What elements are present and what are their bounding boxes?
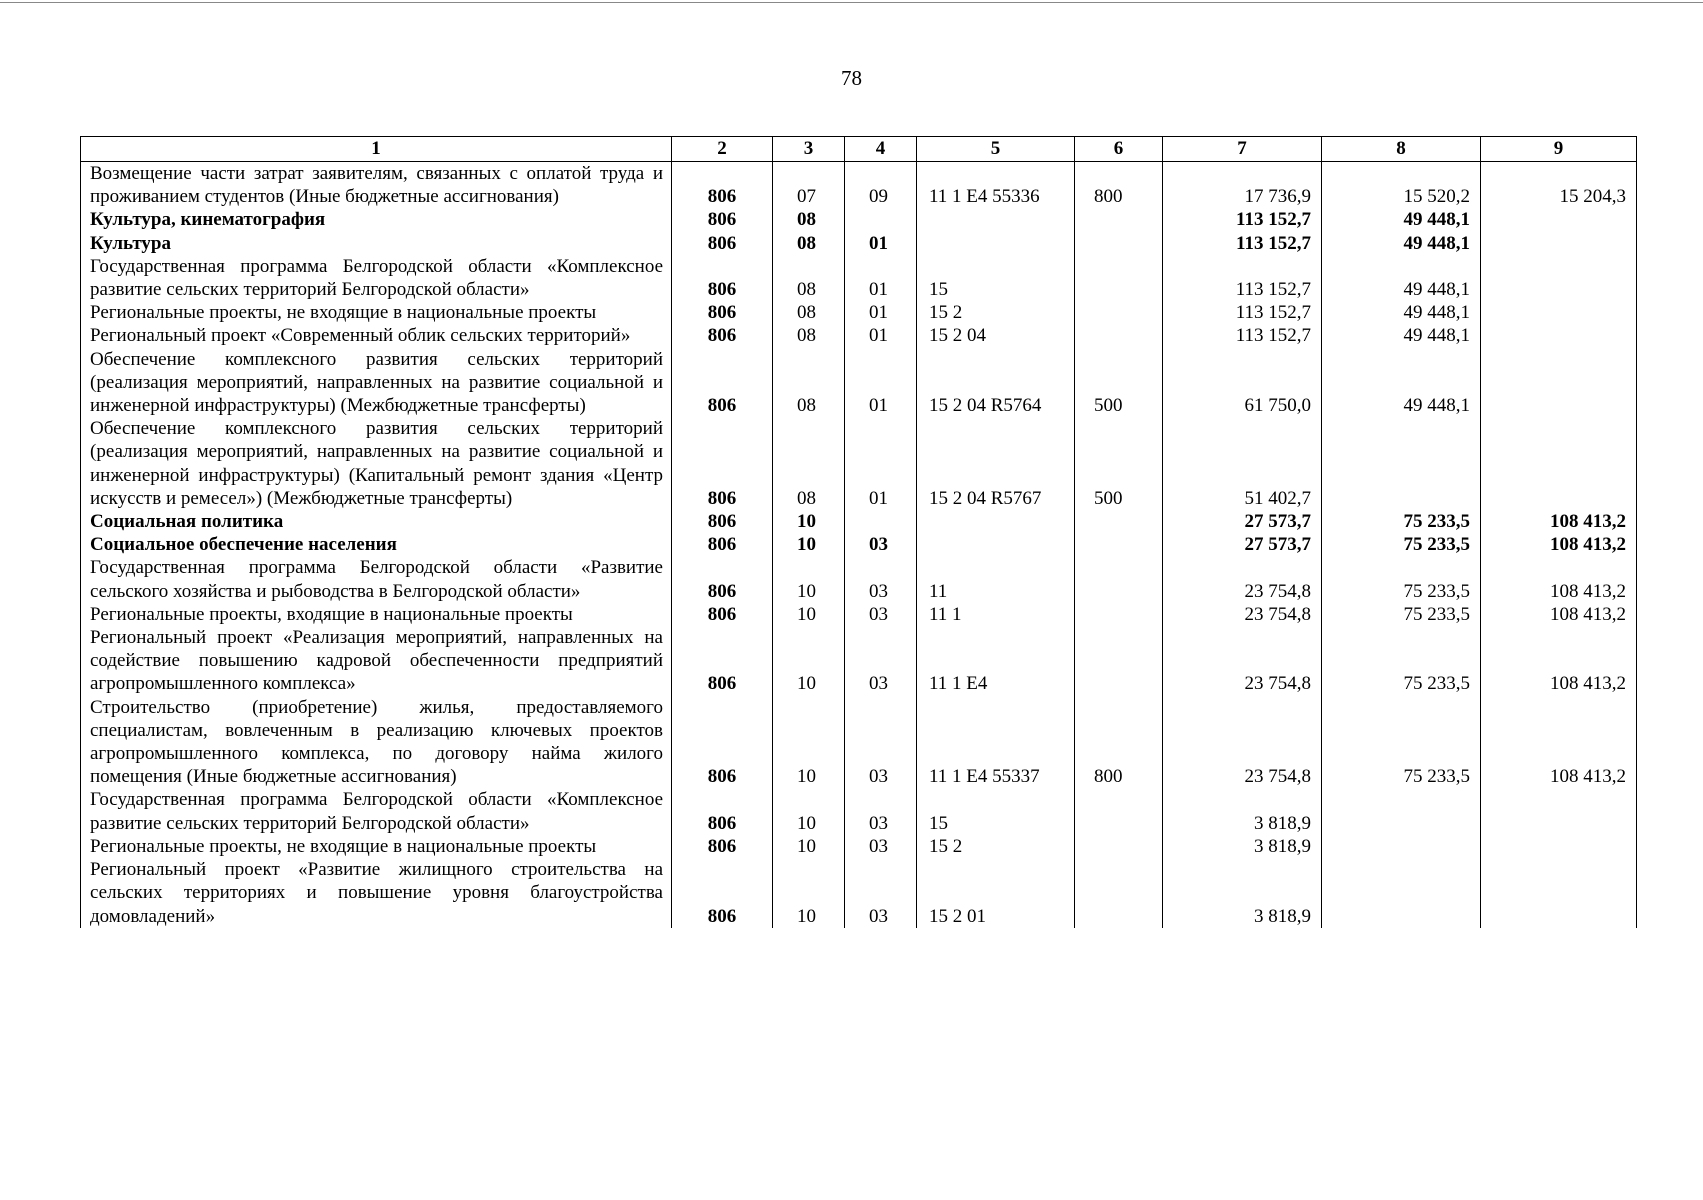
cell-name: Региональный проект «Развитие жилищного строительства на сельских территориях и повышение уровня благоустройства домовладений» [81, 858, 672, 928]
cell-subsection: 03 [845, 788, 917, 834]
table-body [81, 162, 1637, 928]
table-header [81, 137, 1637, 162]
cell-expense-type [1075, 255, 1163, 301]
cell-amount-col9 [1481, 208, 1637, 231]
cell-amount-col7: 3 818,9 [1163, 788, 1322, 834]
cell-section: 08 [773, 232, 845, 255]
table-row [81, 208, 1637, 231]
cell-target-article: 15 2 01 [917, 858, 1075, 928]
cell-target-article: 15 2 04 [917, 324, 1075, 347]
cell-amount-col8: 49 448,1 [1322, 301, 1481, 324]
cell-section: 10 [773, 858, 845, 928]
cell-amount-col7: 113 152,7 [1163, 301, 1322, 324]
cell-subsection: 01 [845, 417, 917, 510]
table-row [81, 858, 1637, 928]
cell-amount-col9 [1481, 324, 1637, 347]
header-col-6: 6 [1075, 137, 1163, 162]
cell-expense-type [1075, 301, 1163, 324]
cell-section: 10 [773, 533, 845, 556]
cell-target-article: 11 [917, 556, 1075, 602]
cell-amount-col8: 75 233,5 [1322, 626, 1481, 696]
cell-subsection: 01 [845, 301, 917, 324]
cell-amount-col8: 49 448,1 [1322, 208, 1481, 231]
table-row [81, 510, 1637, 533]
cell-amount-col7: 23 754,8 [1163, 556, 1322, 602]
cell-subsection: 03 [845, 626, 917, 696]
page-number: 78 [841, 66, 862, 90]
cell-target-article [917, 510, 1075, 533]
cell-expense-type [1075, 533, 1163, 556]
table-row [81, 301, 1637, 324]
cell-amount-col7: 113 152,7 [1163, 324, 1322, 347]
cell-code-grbs: 806 [672, 858, 773, 928]
cell-code-grbs: 806 [672, 533, 773, 556]
cell-code-grbs: 806 [672, 232, 773, 255]
cell-name: Государственная программа Белгородской области «Комплексное развитие сельских территорий Белгородской области» [81, 788, 672, 834]
cell-expense-type: 800 [1075, 696, 1163, 789]
cell-subsection: 03 [845, 696, 917, 789]
cell-code-grbs: 806 [672, 696, 773, 789]
cell-amount-col8: 75 233,5 [1322, 556, 1481, 602]
cell-amount-col8: 75 233,5 [1322, 533, 1481, 556]
cell-expense-type [1075, 858, 1163, 928]
table-row [81, 835, 1637, 858]
cell-code-grbs: 806 [672, 208, 773, 231]
cell-subsection: 01 [845, 348, 917, 418]
cell-code-grbs: 806 [672, 255, 773, 301]
cell-amount-col8: 49 448,1 [1322, 255, 1481, 301]
cell-subsection: 03 [845, 556, 917, 602]
cell-expense-type: 500 [1075, 417, 1163, 510]
cell-code-grbs: 806 [672, 626, 773, 696]
cell-target-article: 11 1 [917, 603, 1075, 626]
cell-amount-col7: 51 402,7 [1163, 417, 1322, 510]
cell-name: Государственная программа Белгородской области «Развитие сельского хозяйства и рыбоводства в Белгородской области» [81, 556, 672, 602]
cell-name: Социальная политика [81, 510, 672, 533]
cell-subsection [845, 208, 917, 231]
cell-name: Обеспечение комплексного развития сельских территорий (реализация мероприятий, направленных на развитие социальной и инженерной инфраструктуры) (Межбюджетные трансферты) [81, 348, 672, 418]
header-col-2: 2 [672, 137, 773, 162]
cell-target-article [917, 232, 1075, 255]
cell-amount-col7: 23 754,8 [1163, 626, 1322, 696]
cell-amount-col9: 108 413,2 [1481, 603, 1637, 626]
cell-subsection: 01 [845, 324, 917, 347]
cell-amount-col9 [1481, 255, 1637, 301]
cell-amount-col9 [1481, 301, 1637, 324]
cell-subsection: 09 [845, 162, 917, 209]
cell-section: 10 [773, 835, 845, 858]
table-row [81, 603, 1637, 626]
cell-amount-col9: 108 413,2 [1481, 510, 1637, 533]
cell-amount-col8: 75 233,5 [1322, 510, 1481, 533]
cell-amount-col9 [1481, 788, 1637, 834]
cell-target-article: 11 1 Е4 55336 [917, 162, 1075, 209]
cell-amount-col7: 23 754,8 [1163, 603, 1322, 626]
cell-name: Культура, кинематография [81, 208, 672, 231]
cell-amount-col8 [1322, 417, 1481, 510]
cell-expense-type [1075, 835, 1163, 858]
cell-target-article [917, 533, 1075, 556]
cell-amount-col9 [1481, 232, 1637, 255]
table-row [81, 696, 1637, 789]
cell-expense-type [1075, 208, 1163, 231]
table-row [81, 232, 1637, 255]
cell-amount-col7: 17 736,9 [1163, 162, 1322, 209]
cell-expense-type [1075, 788, 1163, 834]
cell-amount-col7: 27 573,7 [1163, 533, 1322, 556]
cell-target-article: 15 [917, 255, 1075, 301]
cell-code-grbs: 806 [672, 510, 773, 533]
table-row [81, 533, 1637, 556]
cell-subsection: 03 [845, 533, 917, 556]
cell-code-grbs: 806 [672, 348, 773, 418]
table-row [81, 417, 1637, 510]
cell-subsection: 03 [845, 858, 917, 928]
cell-section: 10 [773, 603, 845, 626]
cell-amount-col7: 113 152,7 [1163, 255, 1322, 301]
cell-section: 10 [773, 626, 845, 696]
cell-name: Обеспечение комплексного развития сельских территорий (реализация мероприятий, направленных на развитие социальной и инженерной инфраструктуры) (Капитальный ремонт здания «Центр искусств и ремесел») (Межбюджетные трансферты) [81, 417, 672, 510]
header-row [81, 137, 1637, 162]
cell-code-grbs: 806 [672, 835, 773, 858]
cell-amount-col8 [1322, 788, 1481, 834]
cell-section: 08 [773, 301, 845, 324]
budget-table [80, 136, 1637, 928]
cell-code-grbs: 806 [672, 301, 773, 324]
cell-target-article: 15 2 04 R5764 [917, 348, 1075, 418]
cell-amount-col8: 75 233,5 [1322, 603, 1481, 626]
cell-subsection: 03 [845, 835, 917, 858]
cell-name: Региональные проекты, входящие в национальные проекты [81, 603, 672, 626]
cell-target-article: 15 [917, 788, 1075, 834]
cell-target-article: 15 2 04 R5767 [917, 417, 1075, 510]
cell-amount-col7: 23 754,8 [1163, 696, 1322, 789]
cell-amount-col8: 75 233,5 [1322, 696, 1481, 789]
cell-amount-col7: 3 818,9 [1163, 858, 1322, 928]
cell-amount-col9 [1481, 417, 1637, 510]
cell-subsection: 03 [845, 603, 917, 626]
cell-target-article: 11 1 Е4 [917, 626, 1075, 696]
cell-section: 08 [773, 348, 845, 418]
cell-expense-type [1075, 556, 1163, 602]
cell-section: 10 [773, 788, 845, 834]
header-col-1: 1 [81, 137, 672, 162]
cell-expense-type: 800 [1075, 162, 1163, 209]
cell-section: 10 [773, 696, 845, 789]
header-col-9: 9 [1481, 137, 1637, 162]
cell-amount-col9: 108 413,2 [1481, 696, 1637, 789]
header-col-5: 5 [917, 137, 1075, 162]
table-row [81, 556, 1637, 602]
cell-name: Социальное обеспечение населения [81, 533, 672, 556]
cell-name: Региональный проект «Реализация мероприятий, направленных на содействие повышению кадровой обеспеченности предприятий агропромышленного комплекса» [81, 626, 672, 696]
table-row [81, 626, 1637, 696]
cell-expense-type [1075, 510, 1163, 533]
cell-amount-col9 [1481, 348, 1637, 418]
table-row [81, 162, 1637, 209]
cell-amount-col8: 49 448,1 [1322, 324, 1481, 347]
cell-name: Государственная программа Белгородской области «Комплексное развитие сельских территорий Белгородской области» [81, 255, 672, 301]
cell-code-grbs: 806 [672, 788, 773, 834]
cell-expense-type [1075, 232, 1163, 255]
cell-expense-type [1075, 324, 1163, 347]
cell-amount-col9: 108 413,2 [1481, 556, 1637, 602]
cell-amount-col9 [1481, 835, 1637, 858]
cell-section: 08 [773, 255, 845, 301]
cell-section: 10 [773, 510, 845, 533]
cell-code-grbs: 806 [672, 603, 773, 626]
table-row [81, 255, 1637, 301]
cell-target-article: 15 2 [917, 301, 1075, 324]
cell-amount-col7: 113 152,7 [1163, 232, 1322, 255]
cell-name: Возмещение части затрат заявителям, связанных с оплатой труда и проживанием студентов (Иные бюджетные ассигнования) [81, 162, 672, 209]
cell-target-article: 11 1 Е4 55337 [917, 696, 1075, 789]
cell-code-grbs: 806 [672, 162, 773, 209]
cell-amount-col7: 3 818,9 [1163, 835, 1322, 858]
cell-section: 08 [773, 417, 845, 510]
cell-name: Региональные проекты, не входящие в национальные проекты [81, 301, 672, 324]
cell-section: 08 [773, 324, 845, 347]
cell-name: Культура [81, 232, 672, 255]
header-col-7: 7 [1163, 137, 1322, 162]
cell-expense-type [1075, 626, 1163, 696]
cell-section: 08 [773, 208, 845, 231]
cell-amount-col9 [1481, 858, 1637, 928]
cell-amount-col8 [1322, 835, 1481, 858]
cell-amount-col8: 49 448,1 [1322, 348, 1481, 418]
cell-code-grbs: 806 [672, 417, 773, 510]
cell-code-grbs: 806 [672, 556, 773, 602]
header-col-3: 3 [773, 137, 845, 162]
cell-name: Региональный проект «Современный облик сельских территорий» [81, 324, 672, 347]
cell-expense-type: 500 [1075, 348, 1163, 418]
cell-subsection [845, 510, 917, 533]
cell-amount-col8 [1322, 858, 1481, 928]
cell-section: 10 [773, 556, 845, 602]
cell-amount-col9: 15 204,3 [1481, 162, 1637, 209]
cell-name: Строительство (приобретение) жилья, предоставляемого специалистам, вовлеченным в реализацию ключевых проектов агропромышленного комплекса, по договору найма жилого помещения (Иные бюджетные ассигнования) [81, 696, 672, 789]
cell-target-article [917, 208, 1075, 231]
header-col-4: 4 [845, 137, 917, 162]
cell-section: 07 [773, 162, 845, 209]
table-row [81, 324, 1637, 347]
cell-name: Региональные проекты, не входящие в национальные проекты [81, 835, 672, 858]
cell-amount-col7: 113 152,7 [1163, 208, 1322, 231]
cell-amount-col7: 61 750,0 [1163, 348, 1322, 418]
cell-amount-col8: 15 520,2 [1322, 162, 1481, 209]
table-row [81, 788, 1637, 834]
cell-amount-col7: 27 573,7 [1163, 510, 1322, 533]
cell-amount-col8: 49 448,1 [1322, 232, 1481, 255]
header-col-8: 8 [1322, 137, 1481, 162]
table-row [81, 348, 1637, 418]
cell-expense-type [1075, 603, 1163, 626]
scan-top-edge-line [0, 2, 1703, 3]
cell-subsection: 01 [845, 255, 917, 301]
cell-amount-col9: 108 413,2 [1481, 533, 1637, 556]
cell-code-grbs: 806 [672, 324, 773, 347]
cell-subsection: 01 [845, 232, 917, 255]
cell-amount-col9: 108 413,2 [1481, 626, 1637, 696]
cell-target-article: 15 2 [917, 835, 1075, 858]
